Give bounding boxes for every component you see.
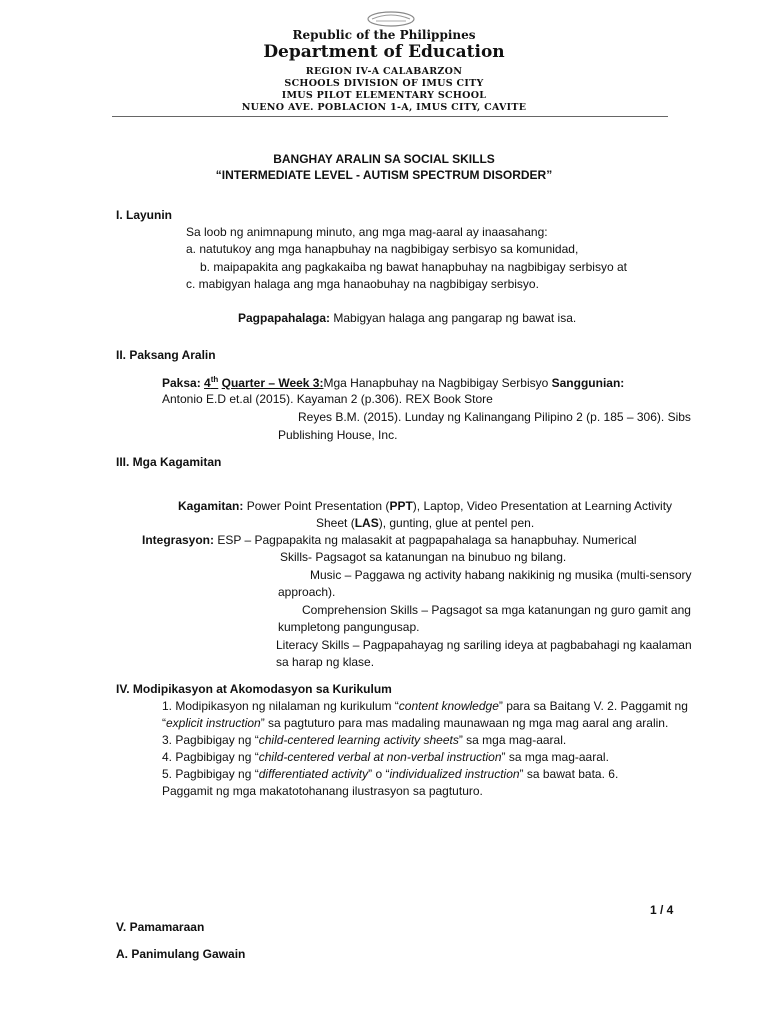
division-line: SCHOOLS DIVISION OF IMUS CITY bbox=[284, 78, 484, 89]
modipikasyon-item-1 bbox=[162, 699, 688, 713]
kagamitan-label: Kagamitan: bbox=[178, 499, 244, 513]
layunin-item-c: c. mabigyan halaga ang mga hanaobuhay na nagbibigay serbisyo. bbox=[186, 277, 539, 291]
mod-3-post: ” sa mga mag-aaral. bbox=[458, 733, 567, 747]
section-paksang-aralin-heading: II. Paksang Aralin bbox=[116, 348, 216, 362]
modipikasyon-item-2 bbox=[162, 716, 668, 730]
quarter-sup: th bbox=[210, 375, 219, 384]
mod-5-post: ” sa bawat bata. 6. bbox=[519, 767, 619, 781]
mod-4-italic: child-centered verbal at non-verbal instruction bbox=[258, 750, 502, 764]
kagamitan-line-2 bbox=[316, 516, 534, 530]
mod-2-italic: explicit instruction bbox=[166, 716, 261, 730]
modipikasyon-item-5 bbox=[162, 767, 618, 781]
quarter-week: Quarter – Week 3: bbox=[221, 376, 324, 390]
region-line: REGION IV-A CALABARZON bbox=[305, 66, 463, 77]
republic-line: Republic of the Philippines bbox=[292, 28, 476, 42]
kagamitan-text-1b: ), Laptop, Video Presentation at Learning Activity bbox=[412, 499, 673, 513]
paksa-text: Mga Hanapbuhay na Nagbibigay Serbisyo bbox=[323, 376, 549, 390]
las-abbrev: LAS bbox=[354, 516, 379, 530]
integrasyon-literacy-cont: sa harap ng klase. bbox=[276, 655, 375, 669]
integrasyon-label: Integrasyon: bbox=[142, 533, 215, 547]
mod-5-italic-1: differentiated activity bbox=[258, 767, 369, 781]
pagpapahalaga-line bbox=[238, 311, 576, 325]
address-line: NUENO AVE. POBLACION 1-A, IMUS CITY, CAVITE bbox=[241, 102, 527, 113]
reference-1: Antonio E.D et.al (2015). Kayaman 2 (p.306). REX Book Store bbox=[162, 392, 493, 406]
mod-5-mid: ” o “ bbox=[368, 767, 390, 781]
integrasyon-music: Music – Paggawa ng activity habang nakikinig ng musika (multi-sensory bbox=[310, 568, 692, 582]
mod-1-pre: 1. Modipikasyon ng nilalaman ng kurikulum “ bbox=[162, 699, 399, 713]
pagpapahalaga-label: Pagpapahalaga: bbox=[238, 311, 331, 325]
modipikasyon-item-6: Paggamit ng mga makatotohanang ilustrasyon sa pagtuturo. bbox=[162, 784, 483, 798]
panimulang-gawain-heading: A. Panimulang Gawain bbox=[116, 947, 246, 961]
school-line: IMUS PILOT ELEMENTARY SCHOOL bbox=[281, 90, 487, 101]
mod-3-italic: child-centered learning activity sheets bbox=[258, 733, 459, 747]
mod-5-pre: 5. Pagbibigay ng “ bbox=[162, 767, 259, 781]
section-layunin-heading: I. Layunin bbox=[116, 208, 173, 222]
reference-2b: Publishing House, Inc. bbox=[278, 428, 398, 442]
layunin-item-a: a. natutukoy ang mga hanapbuhay na nagbibigay serbisyo sa komunidad, bbox=[186, 242, 579, 256]
section-modipikasyon-heading: IV. Modipikasyon at Akomodasyon sa Kurikulum bbox=[116, 682, 392, 696]
sanggunian-label: Sanggunian: bbox=[551, 376, 625, 390]
mod-1-post: ” para sa Baitang V. 2. Paggamit ng bbox=[498, 699, 688, 713]
reference-2a: Reyes B.M. (2015). Lunday ng Kalinangang Pilipino 2 (p. 185 – 306). Sibs bbox=[298, 410, 691, 424]
layunin-item-b: b. maipapakita ang pagkakaiba ng bawat hanapbuhay na nagbibigay serbisyo at bbox=[200, 260, 627, 274]
modipikasyon-item-4 bbox=[162, 750, 609, 764]
kagamitan-line-1 bbox=[178, 499, 672, 513]
mod-4-post: ” sa mga mag-aaral. bbox=[501, 750, 609, 764]
mod-3-pre: 3. Pagbibigay ng “ bbox=[162, 733, 259, 747]
mod-4-pre: 4. Pagbibigay ng “ bbox=[162, 750, 259, 764]
document-subtitle: “INTERMEDIATE LEVEL - AUTISM SPECTRUM DISORDER” bbox=[215, 168, 553, 182]
integrasyon-numerical: Skills- Pagsagot sa katanungan na binubuo ng bilang. bbox=[280, 550, 567, 564]
page-number: 1 / 4 bbox=[650, 903, 674, 917]
integrasyon-comprehension-cont: kumpletong pangungusap. bbox=[278, 620, 420, 634]
integrasyon-comprehension: Comprehension Skills – Pagsagot sa mga katanungan ng guro gamit ang bbox=[302, 603, 691, 617]
ppt-abbrev: PPT bbox=[389, 499, 413, 513]
section-pamamaraan-heading: V. Pamamaraan bbox=[116, 920, 205, 934]
integrasyon-esp: ESP – Pagpapakita ng malasakit at pagpapahalaga sa hanapbuhay. Numerical bbox=[217, 533, 637, 547]
kagamitan-text-1a: Power Point Presentation ( bbox=[246, 499, 390, 513]
layunin-intro: Sa loob ng animnapung minuto, ang mga mag-aaral ay inaasahang: bbox=[186, 225, 548, 239]
department-name: Department of Education bbox=[263, 42, 505, 62]
kagamitan-text-2a: Sheet ( bbox=[316, 516, 355, 530]
integrasyon-music-cont: approach). bbox=[278, 585, 336, 599]
mod-5-italic-2: individualized instruction bbox=[389, 767, 520, 781]
document-title: BANGHAY ARALIN SA SOCIAL SKILLS bbox=[273, 152, 495, 166]
integrasyon-literacy: Literacy Skills – Pagpapahayag ng sariling ideya at pagbabahagi ng kaalaman bbox=[276, 638, 692, 652]
quarter-digit: 4 bbox=[204, 376, 211, 390]
deped-seal-icon bbox=[366, 10, 416, 28]
section-kagamitan-heading: III. Mga Kagamitan bbox=[116, 455, 222, 469]
header-divider bbox=[112, 116, 668, 117]
mod-2-pre: “ bbox=[162, 716, 166, 730]
quarter-number bbox=[204, 376, 218, 390]
paksa-line bbox=[162, 375, 624, 390]
mod-2-post: ” sa pagtuturo para mas madaling maunawaan ng mga mag aaral ang aralin. bbox=[260, 716, 669, 730]
mod-1-italic: content knowledge bbox=[398, 699, 499, 713]
integrasyon-line-1 bbox=[142, 533, 637, 547]
kagamitan-text-2b: ), gunting, glue at pentel pen. bbox=[378, 516, 535, 530]
pagpapahalaga-text: Mabigyan halaga ang pangarap ng bawat isa. bbox=[333, 311, 577, 325]
modipikasyon-item-3 bbox=[162, 733, 566, 747]
paksa-label: Paksa: bbox=[162, 376, 201, 390]
